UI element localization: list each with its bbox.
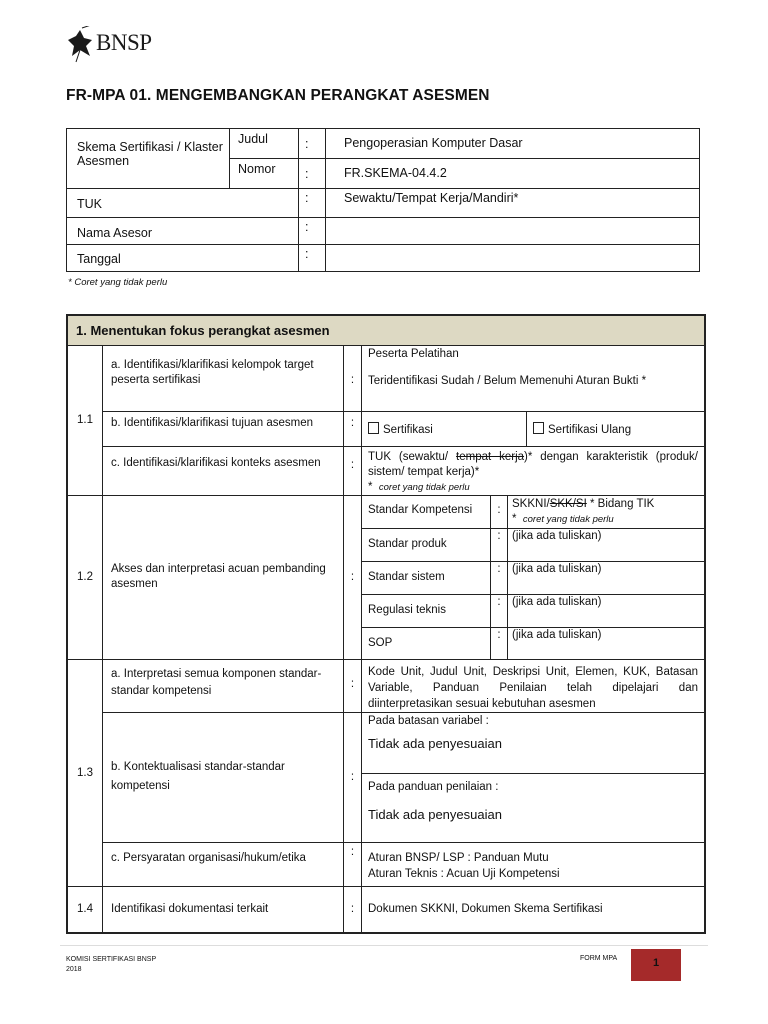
r12-label: Akses dan interpretasi acuan pembanding asesmen [103, 495, 344, 659]
row-number: 1.2 [67, 495, 103, 659]
ref-name: Regulasi teknis [362, 595, 491, 628]
footer-year: 2018 [66, 966, 82, 973]
r11b-label: b. Identifikasi/klarifikasi tujuan asesmen [103, 411, 344, 446]
r13c-value [362, 842, 706, 886]
r11c-label: c. Identifikasi/klarifikasi konteks asesmen [103, 446, 344, 495]
r11c-strike: tempat kerja [456, 450, 525, 463]
ref-value [508, 496, 705, 529]
colon: : [344, 446, 362, 495]
r12-ref-table [362, 496, 704, 659]
ref-name: Standar sistem [362, 562, 491, 595]
section1-heading: 1. Menentukan fokus perangkat asesmen [67, 315, 705, 345]
opt-sertifikasi-ulang[interactable] [527, 412, 705, 446]
row-number: 1.1 [67, 345, 103, 495]
r13c-line2: Aturan Teknis : Acuan Uji Kompetensi [368, 867, 560, 880]
tanggal-label: Tanggal [67, 245, 299, 272]
r13b-variable-block [362, 713, 704, 774]
r13b-pan-value: Tidak ada penyesuaian [368, 806, 502, 822]
colon: : [491, 496, 508, 529]
ref-value: (jika ada tuliskan) [508, 562, 705, 595]
r13b-label: b. Kontektualisasi standar-standar kompetensi [103, 712, 344, 842]
ref-value-post: * Bidang TIK [586, 497, 655, 510]
colon: : [344, 411, 362, 446]
colon: : [344, 495, 362, 659]
opt-sertifikasi-ulang-label: Sertifikasi Ulang [548, 423, 632, 436]
page-number: 1 [631, 949, 681, 981]
colon: : [491, 628, 508, 659]
colon: : [299, 218, 326, 245]
row-number: 1.3 [67, 659, 103, 886]
checkbox-icon[interactable] [368, 422, 379, 434]
tuk-value: Sewaktu/Tempat Kerja/Mandiri* [326, 189, 700, 218]
r14-value: Dokumen SKKNI, Dokumen Skema Sertifikasi [362, 886, 706, 933]
info-table [66, 128, 700, 272]
r11c-star: * [368, 480, 373, 493]
colon: : [344, 886, 362, 933]
r13b-value [362, 712, 706, 842]
r13b-panduan-block [362, 774, 704, 822]
colon: : [299, 129, 326, 159]
footer-org-name: KOMISI SERTIFIKASI BNSP [66, 956, 157, 963]
ref-value: (jika ada tuliskan) [508, 529, 705, 562]
r13b-var-value: Tidak ada penyesuaian [368, 735, 502, 751]
checkbox-icon[interactable] [533, 422, 544, 434]
r12-references [362, 495, 706, 659]
section1-table [66, 314, 706, 934]
colon: : [344, 842, 362, 886]
r11a-label: a. Identifikasi/klarifikasi kelompok target peserta sertifikasi [103, 345, 344, 411]
r11c-note: coret yang tidak perlu [378, 481, 470, 493]
skema-label: Skema Sertifikasi / Klaster Asesmen [67, 129, 230, 189]
r11c-part1: TUK (sewaktu/ [368, 450, 457, 463]
colon: : [299, 189, 326, 218]
tanggal-value [326, 245, 700, 272]
judul-value: Pengoperasian Komputer Dasar [326, 129, 700, 159]
ref-note: coret yang tidak perlu [522, 513, 614, 525]
ref-value-strike: SKK/SI [549, 497, 587, 510]
ref-name: SOP [362, 628, 491, 659]
ref-value: (jika ada tuliskan) [508, 595, 705, 628]
footer-form: FORM MPA [580, 955, 618, 962]
logo-text: BNSP [96, 30, 152, 55]
ref-note-star: * [512, 512, 517, 525]
info-note: * Coret yang tidak perlu [68, 277, 168, 288]
r13b-pan-label: Pada panduan penilaian : [368, 780, 499, 793]
r11a-value [362, 345, 706, 411]
colon: : [491, 562, 508, 595]
tuk-label: TUK [67, 189, 299, 218]
r13a-value: Kode Unit, Judul Unit, Deskripsi Unit, Elemen, KUK, Batasan Variable, Panduan Penilaian telah dipelajari dan diinterpretasikan sesuai kebutuhan asesmen [362, 659, 706, 712]
ref-value: (jika ada tuliskan) [508, 628, 705, 659]
colon: : [491, 595, 508, 628]
colon: : [344, 345, 362, 411]
r11a-line1: Peserta Pelatihan [368, 347, 459, 360]
r14-label: Identifikasi dokumentasi terkait [103, 886, 344, 933]
r11c-part2: )* dengan karakteristik (produk/ sistem/ tempat kerja)* [368, 450, 698, 478]
colon: : [299, 245, 326, 272]
r13c-label: c. Persyaratan organisasi/hukum/etika [103, 842, 344, 886]
nomor-label: Nomor [230, 159, 299, 189]
asesor-label: Nama Asesor [67, 218, 299, 245]
r13b-var-label: Pada batasan variabel : [368, 714, 489, 727]
colon: : [491, 529, 508, 562]
nomor-value: FR.SKEMA-04.4.2 [326, 159, 700, 189]
opt-sertifikasi[interactable] [362, 412, 527, 446]
footer-org [66, 955, 156, 975]
ref-name: Standar produk [362, 529, 491, 562]
asesor-value [326, 218, 700, 245]
judul-label: Judul [230, 129, 299, 159]
row-number: 1.4 [67, 886, 103, 933]
r11c-value [362, 446, 706, 495]
r13c-line1: Aturan BNSP/ LSP : Panduan Mutu [368, 851, 549, 864]
ref-value-pre: SKKNI/ [512, 497, 550, 510]
colon: : [299, 159, 326, 189]
colon: : [344, 659, 362, 712]
form-title: FR-MPA 01. MENGEMBANGKAN PERANGKAT ASESMEN [66, 87, 490, 104]
r11a-line2: Teridentifikasi Sudah / Belum Memenuhi Aturan Bukti * [368, 374, 647, 387]
ref-name: Standar Kompetensi [362, 496, 491, 529]
r13a-label: a. Interpretasi semua komponen standar-standar kompetensi [103, 659, 344, 712]
r11b-value [362, 411, 706, 446]
r11b-options [362, 412, 704, 446]
colon: : [344, 712, 362, 842]
footer-divider [60, 945, 708, 946]
opt-sertifikasi-label: Sertifikasi [383, 423, 433, 436]
